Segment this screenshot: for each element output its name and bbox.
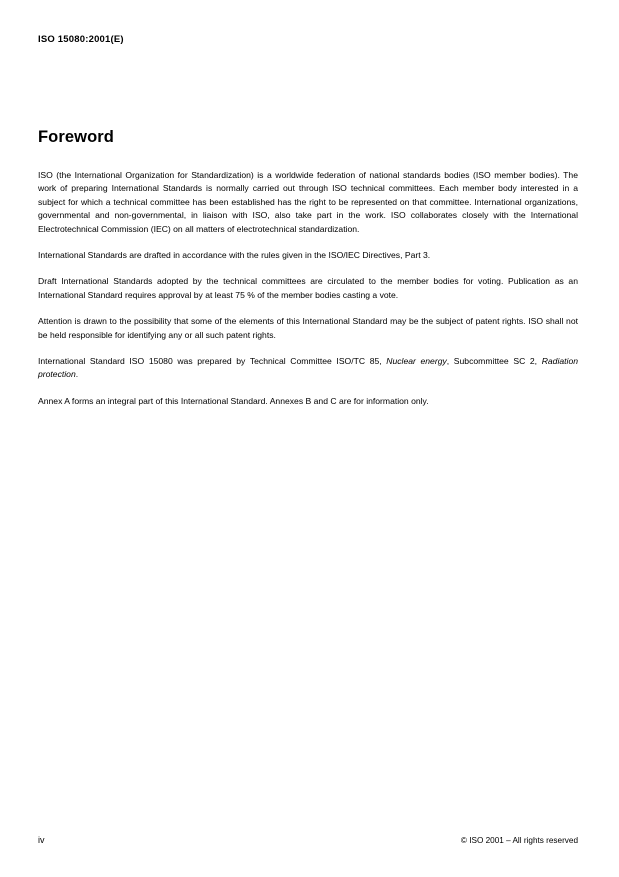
- text-run: ISO (the International Organization for Standardization) is a worldwide federation of national standards bodies (ISO member bodies). The work of preparing International Standards is normally carried out through ISO technical committees. Each member body interested in a subject for which a technical committee has been established has the right to be represented on that committee. International organizations, governmental and non-governmental, in liaison with ISO, also take part in the work. ISO collaborates closely with the International Electrotechnical Commission (IEC) on all matters of electrotechnical standardization.: [38, 170, 578, 234]
- footer-copyright: © ISO 2001 – All rights reserved: [460, 836, 578, 845]
- footer-page-number: iv: [38, 835, 45, 845]
- body-paragraph: [38, 395, 578, 408]
- section-title: Foreword: [38, 128, 114, 146]
- paragraph-list: [38, 169, 578, 408]
- body-paragraph: [38, 275, 578, 302]
- text-run: Draft International Standards adopted by the technical committees are circulated to the member bodies for voting. Publication as an International Standard requires approval by at least 75 % of the member bodies casting a vote.: [38, 276, 578, 300]
- text-run: , Subcommittee SC 2,: [446, 356, 542, 367]
- text-run: Annex A forms an integral part of this International Standard. Annexes B and C are for information only.: [38, 395, 429, 406]
- text-run: International Standards are drafted in accordance with the rules given in the ISO/IEC Directives, Part 3.: [38, 250, 431, 261]
- text-run: .: [75, 369, 79, 380]
- text-run: Attention is drawn to the possibility that some of the elements of this International Standard may be the subject of patent rights. ISO shall not be held responsible for identifying any or all such patent rights.: [38, 316, 578, 340]
- page-header-standard-ref: ISO 15080:2001(E): [38, 34, 124, 45]
- body-paragraph: [38, 169, 578, 236]
- document-body: [38, 128, 578, 408]
- body-paragraph: [38, 249, 578, 262]
- body-paragraph: [38, 315, 578, 342]
- text-run: International Standard ISO 15080 was prepared by Technical Committee ISO/TC 85,: [38, 356, 387, 367]
- body-paragraph: [38, 355, 578, 382]
- italic-run: Radiation protection: [38, 356, 578, 380]
- italic-run: Nuclear energy: [386, 356, 447, 367]
